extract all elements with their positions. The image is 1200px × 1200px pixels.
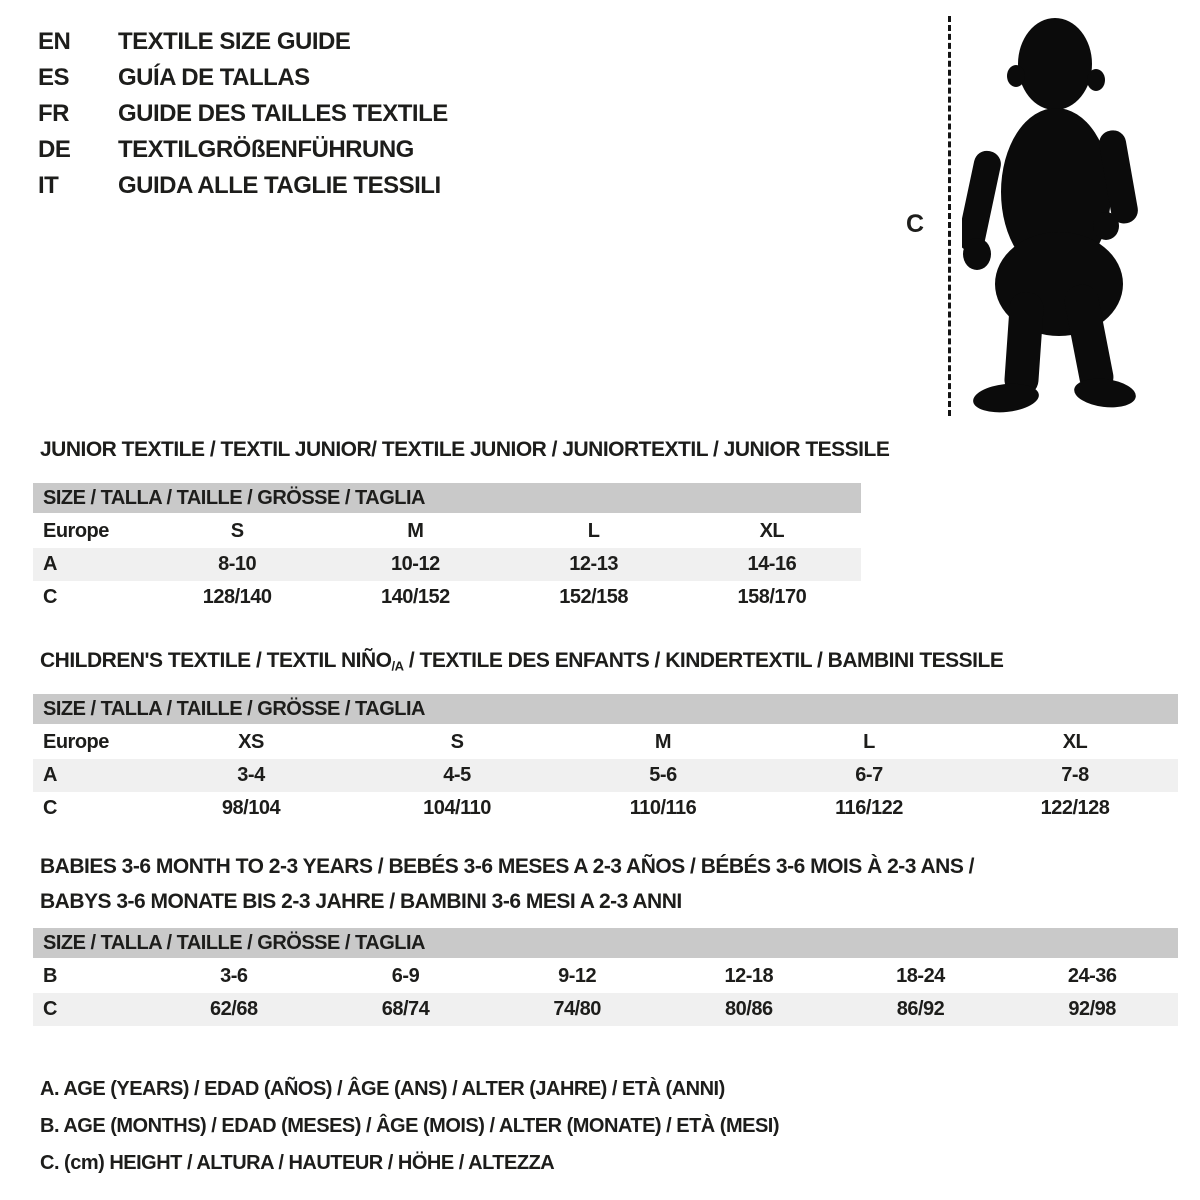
row-label: C: [43, 586, 57, 608]
table-cell: 104/110: [423, 797, 491, 819]
lang-code: DE: [38, 136, 71, 163]
table-cell: 3-6: [220, 965, 248, 987]
table-cell: 3-4: [237, 764, 265, 786]
guide-title-it: GUIDA ALLE TAGLIE TESSILI: [118, 172, 441, 199]
table-cell: 5-6: [649, 764, 677, 786]
language-title-list: [38, 24, 448, 204]
table-row-a: [33, 759, 1178, 792]
table-cell: M: [407, 520, 424, 542]
children-title-sub: /A: [391, 658, 404, 674]
table-cell: 8-10: [218, 553, 257, 575]
table-row-c: [33, 581, 861, 614]
row-label: C: [43, 998, 57, 1020]
lang-row-en: [38, 24, 448, 60]
table-cell: 18-24: [896, 965, 945, 987]
children-title-prefix: CHILDREN'S TEXTILE / TEXTIL NIÑO: [40, 649, 392, 672]
table-cell: S: [230, 520, 244, 542]
lang-row-es: [38, 60, 448, 96]
table-cell: 68/74: [381, 998, 430, 1020]
table-row-c: [33, 792, 1178, 825]
measurement-legend: [40, 1071, 779, 1182]
junior-size-table: [33, 483, 861, 614]
table-cell: 12-13: [569, 553, 618, 575]
children-size-table: [33, 694, 1178, 825]
table-cell: 86/92: [896, 998, 945, 1020]
table-cell: L: [587, 520, 600, 542]
table-cell: 158/170: [737, 586, 807, 608]
children-section-title: [40, 643, 1003, 684]
table-cell: XL: [1062, 731, 1088, 753]
table-cell: 140/152: [380, 586, 450, 608]
row-label: B: [43, 965, 57, 987]
children-table-body: [33, 726, 1178, 825]
table-cell: 74/80: [553, 998, 601, 1020]
lang-code: IT: [38, 172, 59, 199]
table-cell: M: [654, 731, 672, 753]
table-cell: S: [450, 731, 464, 753]
table-cell: XL: [759, 520, 785, 542]
size-header-bar: SIZE / TALLA / TAILLE / GRÖSSE / TAGLIA: [33, 928, 1178, 958]
row-label: Europe: [43, 520, 109, 542]
table-cell: 4-5: [443, 764, 471, 786]
table-cell: 152/158: [559, 586, 629, 608]
lang-code: EN: [38, 28, 71, 55]
table-cell: 122/128: [1040, 797, 1110, 819]
table-cell: 110/116: [629, 797, 697, 819]
table-cell: 98/104: [221, 797, 281, 819]
lang-row-fr: [38, 96, 448, 132]
table-cell: L: [863, 731, 875, 753]
babies-title-line2: BABYS 3-6 MONATE BIS 2-3 JAHRE / BAMBINI 3-6 MESI A 2-3 ANNI: [40, 890, 682, 913]
guide-title-fr: GUIDE DES TAILLES TEXTILE: [118, 100, 448, 127]
lang-code: FR: [38, 100, 69, 127]
junior-table-body: [33, 515, 861, 614]
table-row-europe: [33, 726, 1178, 759]
guide-title-de: TEXTILGRÖßENFÜHRUNG: [118, 136, 414, 163]
size-header-bar: SIZE / TALLA / TAILLE / GRÖSSE / TAGLIA: [33, 483, 861, 513]
lang-code: ES: [38, 64, 70, 91]
children-title-suffix: / TEXTILE DES ENFANTS / KINDERTEXTIL / BAMBINI TESSILE: [403, 649, 1004, 672]
size-header-bar: SIZE / TALLA / TAILLE / GRÖSSE / TAGLIA: [33, 694, 1178, 724]
babies-title-line1: BABIES 3-6 MONTH TO 2-3 YEARS / BEBÉS 3-6 MESES A 2-3 AÑOS / BÉBÉS 3-6 MOIS À 2-3 ANS /: [40, 855, 975, 878]
table-cell: 14-16: [747, 553, 797, 575]
babies-size-table: [33, 928, 1178, 1026]
table-cell: 92/98: [1068, 998, 1116, 1020]
row-label: Europe: [43, 731, 109, 753]
table-cell: 6-9: [391, 965, 420, 987]
table-cell: 24-36: [1067, 965, 1117, 987]
table-cell: 7-8: [1061, 764, 1089, 786]
table-cell: 9-12: [558, 965, 597, 987]
lang-row-it: [38, 168, 448, 204]
table-row-c: [33, 993, 1178, 1026]
table-cell: 128/140: [202, 586, 272, 608]
table-cell: 116/122: [835, 797, 903, 819]
table-row-europe: [33, 515, 861, 548]
babies-table-body: [33, 960, 1178, 1026]
legend-line-a: A. AGE (YEARS) / EDAD (AÑOS) / ÂGE (ANS) / ALTER (JAHRE) / ETÀ (ANNI): [40, 1078, 725, 1100]
junior-section-title: JUNIOR TEXTILE / TEXTIL JUNIOR/ TEXTILE JUNIOR / JUNIORTEXTIL / JUNIOR TESSILE: [40, 438, 890, 461]
guide-title-en: TEXTILE SIZE GUIDE: [118, 28, 351, 55]
table-cell: 12-18: [724, 965, 774, 987]
row-label: C: [43, 797, 57, 819]
babies-section-title: [40, 849, 974, 919]
row-label: A: [43, 553, 57, 575]
height-measure-dashed-line: [948, 16, 951, 416]
legend-line-b: B. AGE (MONTHS) / EDAD (MESES) / ÂGE (MOIS) / ALTER (MONATE) / ETÀ (MESI): [40, 1115, 780, 1137]
table-row-b: [33, 960, 1178, 993]
table-cell: 62/68: [210, 998, 258, 1020]
legend-line-c: C. (cm) HEIGHT / ALTURA / HAUTEUR / HÖHE / ALTEZZA: [40, 1152, 555, 1174]
toddler-silhouette-icon: [962, 14, 1140, 416]
table-cell: 6-7: [855, 764, 883, 786]
table-row-a: [33, 548, 861, 581]
table-cell: 80/86: [725, 998, 773, 1020]
height-measure-label: C: [906, 210, 924, 238]
table-cell: 10-12: [391, 553, 440, 575]
lang-row-de: [38, 132, 448, 168]
table-cell: XS: [238, 731, 264, 753]
row-label: A: [43, 764, 57, 786]
guide-title-es: GUÍA DE TALLAS: [118, 64, 310, 91]
